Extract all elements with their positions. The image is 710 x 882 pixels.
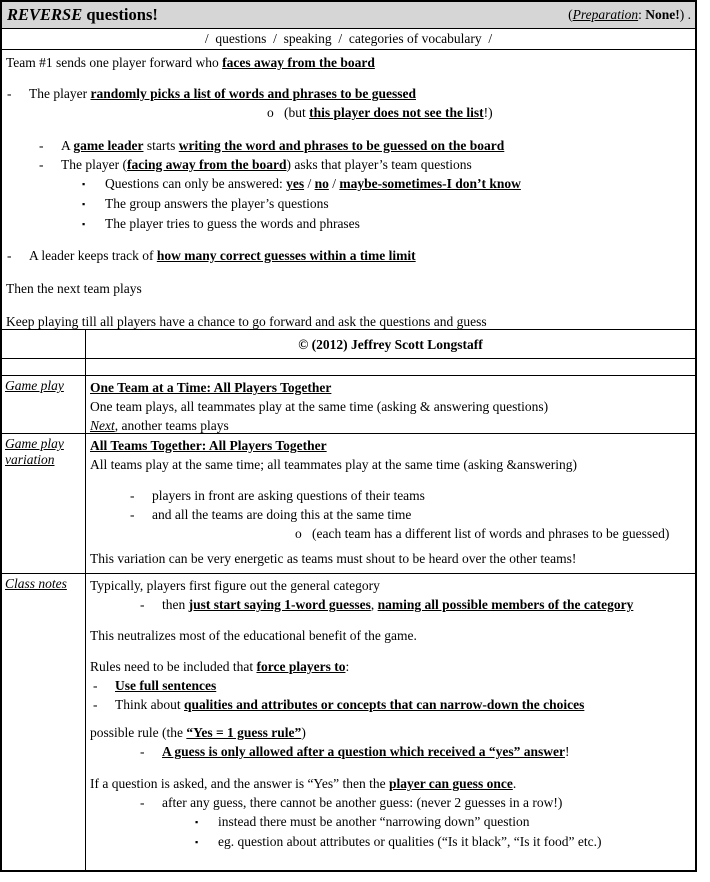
text-run: One team plays, all teammates play at the same time (asking & answering questions) (90, 399, 549, 414)
blank-line (90, 614, 691, 626)
text-run: randomly picks a list of words and phrases to be guessed (90, 86, 417, 101)
square-bullet: ▪ (82, 179, 86, 189)
game-play-variation-content (86, 434, 695, 573)
text-run: : (345, 659, 350, 674)
text-line (90, 416, 691, 433)
text-run: qualities and attributes or concepts that can narrow-down the choices (184, 697, 585, 712)
text-run: , another teams plays (114, 418, 229, 433)
text-run: The player ( (61, 157, 127, 172)
document-header (2, 2, 695, 29)
text-run: This neutralizes most of the educational benefit of the game. (90, 628, 417, 643)
text-line (6, 84, 691, 103)
blank-line (6, 122, 691, 136)
text-run: after any guess, there cannot be another guess: (never 2 guesses in a row!) (162, 795, 563, 810)
text-line (90, 832, 691, 852)
blank-line (6, 72, 691, 84)
text-line (90, 378, 691, 397)
blank-line (6, 298, 691, 312)
text-run: Team #1 sends one player forward who (6, 55, 223, 70)
text-line (6, 53, 691, 72)
blank-line (90, 474, 691, 486)
text-run: eg. question about attributes or qualities (“Is it black”, “Is it food” etc.) (218, 834, 602, 849)
text-run: : (638, 7, 646, 22)
text-run: Preparation (572, 7, 639, 22)
text-line (90, 695, 691, 714)
text-run: ! (565, 744, 570, 759)
dash-bullet: - (140, 744, 145, 759)
text-run: then (162, 597, 189, 612)
blank-line (90, 645, 691, 657)
dash-bullet: - (130, 507, 135, 522)
text-run: All teams play at the same time; all teammates play at the same time (asking &answering) (90, 457, 577, 472)
text-run: maybe-sometimes-I don’t know (339, 176, 521, 191)
text-run: yes (286, 176, 305, 191)
text-line (90, 436, 691, 455)
text-line (90, 676, 691, 695)
dash-bullet: - (7, 248, 12, 263)
text-run: questions! (82, 5, 158, 24)
text-run: facing away from the board (126, 157, 287, 172)
text-run: how many correct guesses within a time limit (156, 248, 416, 263)
text-run: Keep playing till all players have a chance to go forward and ask the questions and guess (6, 314, 487, 329)
text-run: A leader keeps track of (29, 248, 157, 263)
text-run: REVERSE (7, 5, 83, 24)
text-run: ) . (679, 7, 691, 22)
text-run: this player does not see the list (309, 105, 484, 120)
text-run: naming all possible members of the category (377, 597, 634, 612)
text-run: game leader (73, 138, 144, 153)
dash-bullet: - (7, 86, 12, 101)
class-notes-row (2, 574, 695, 870)
text-run: (each team has a different list of words and phrases to be guessed) (312, 526, 670, 541)
text-run: Rules need to be included that (90, 659, 257, 674)
text-run: , (370, 597, 378, 612)
text-line (90, 576, 691, 595)
square-bullet: ▪ (195, 837, 199, 847)
text-run: Typically, players first figure out the general category (90, 578, 380, 593)
text-line (6, 103, 691, 122)
page-title (7, 5, 158, 25)
text-run: . (512, 776, 517, 791)
text-line (6, 214, 691, 234)
copyright-label-cell (2, 330, 86, 358)
text-line (6, 246, 691, 265)
text-line (90, 774, 691, 793)
blank-line (90, 714, 691, 723)
copyright-row (2, 330, 695, 359)
square-bullet: ▪ (82, 199, 86, 209)
text-run: ( (568, 7, 573, 22)
dash-bullet: - (39, 157, 44, 172)
text-line (90, 486, 691, 505)
text-run: writing the word and phrases to be guessed on the board (178, 138, 505, 153)
text-line (90, 595, 691, 614)
text-run: A (61, 138, 74, 153)
text-line (90, 742, 691, 761)
text-line (6, 194, 691, 214)
category-tags-line: / questions / speaking / categories of vocabulary / (2, 29, 695, 50)
text-run: just start saying 1-word guesses (188, 597, 371, 612)
text-line (90, 626, 691, 645)
text-line (6, 312, 691, 330)
text-run: Then the next team plays (6, 281, 142, 296)
text-line (90, 524, 691, 543)
text-run: force players to (256, 659, 346, 674)
circle-bullet: o (295, 526, 302, 541)
text-run: Next (90, 418, 115, 433)
text-line (90, 723, 691, 742)
spacer-row (2, 359, 695, 376)
dash-bullet: - (130, 488, 135, 503)
text-line (6, 155, 691, 174)
text-run: If a question is asked, and the answer is “Yes” then the (90, 776, 389, 791)
class-notes-label: Class notes (2, 574, 86, 870)
text-run: (but (284, 105, 310, 120)
square-bullet: ▪ (82, 219, 86, 229)
text-run: and all the teams are doing this at the same time (152, 507, 412, 522)
game-play-variation-label: Game play variation (2, 434, 86, 573)
text-run: This variation can be very energetic as teams must shout to be heard over the other teams! (90, 551, 577, 566)
text-line (90, 397, 691, 416)
text-run: ) (301, 725, 306, 740)
text-run: Think about (115, 697, 184, 712)
text-run: starts (143, 138, 179, 153)
blank-line (6, 234, 691, 246)
copyright-text: © (2012) Jeffrey Scott Longstaff (298, 337, 483, 352)
game-play-label: Game play (2, 376, 86, 433)
dash-bullet: - (93, 697, 98, 712)
spacer-label-cell (2, 359, 86, 375)
text-run: players in front are asking questions of their teams (152, 488, 425, 503)
text-line (90, 455, 691, 474)
dash-bullet: - (39, 138, 44, 153)
text-run: The player tries to guess the words and phrases (105, 216, 360, 231)
game-instructions-section (2, 50, 695, 330)
text-run: ) asks that player’s team questions (286, 157, 472, 172)
text-run: Use full sentences (115, 678, 217, 693)
square-bullet: ▪ (195, 817, 199, 827)
blank-line (90, 761, 691, 774)
text-run: All Teams Together: All Players Together (90, 438, 327, 453)
text-line (90, 793, 691, 812)
class-notes-content (86, 574, 695, 870)
text-line (90, 505, 691, 524)
circle-bullet: o (267, 105, 274, 120)
text-run: The group answers the player’s questions (105, 196, 329, 211)
text-run: One Team at a Time: All Players Together (90, 380, 332, 395)
text-run: Questions can only be answered: (105, 176, 287, 191)
text-run: None! (645, 7, 680, 22)
game-play-row (2, 376, 695, 434)
text-run: The player (29, 86, 91, 101)
text-run: instead there must be another “narrowing down” question (218, 814, 530, 829)
text-run: player can guess once (388, 776, 513, 791)
text-run: “Yes = 1 guess rule” (186, 725, 302, 740)
text-line (6, 279, 691, 298)
text-run: no (314, 176, 329, 191)
game-play-variation-row (2, 434, 695, 574)
preparation-note (568, 7, 691, 23)
text-run: / (328, 176, 340, 191)
text-run: A guess is only allowed after a question which received a “yes” answer (162, 744, 565, 759)
spacer-content-cell (86, 359, 695, 375)
text-line (90, 812, 691, 832)
dash-bullet: - (140, 597, 145, 612)
dash-bullet: - (93, 678, 98, 693)
dash-bullet: - (140, 795, 145, 810)
text-run: possible rule (the (90, 725, 187, 740)
text-line (6, 174, 691, 194)
blank-line (6, 265, 691, 279)
text-run: / (304, 176, 315, 191)
text-run: !) (483, 105, 493, 120)
text-run: faces away from the board (222, 55, 375, 70)
text-line (90, 549, 691, 568)
text-line (6, 136, 691, 155)
game-play-content (86, 376, 695, 433)
text-line (90, 657, 691, 676)
